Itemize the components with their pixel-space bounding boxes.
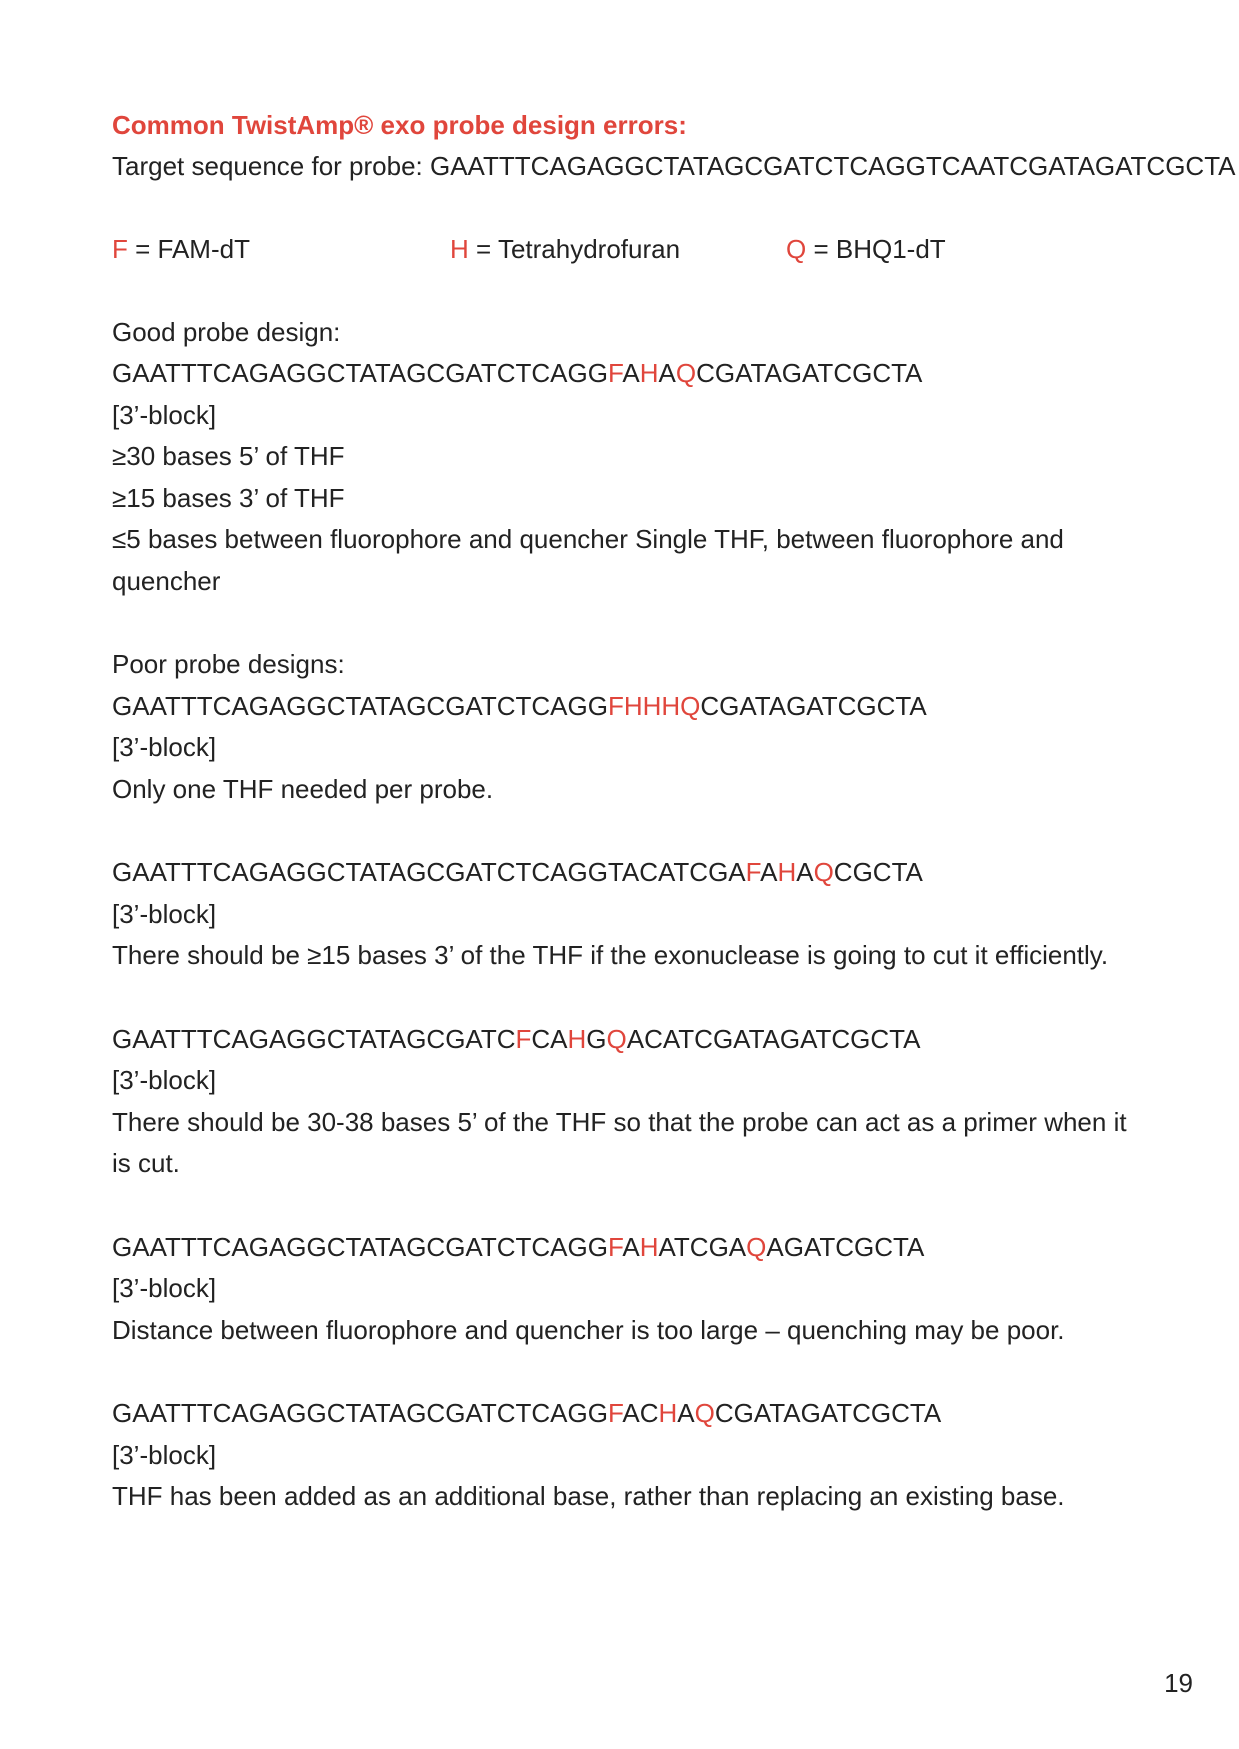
rule-5prime: ≥30 bases 5’ of THF [112, 441, 345, 471]
poor-example-sequence [112, 1019, 1142, 1061]
block-label: [3’-block] [112, 1273, 217, 1303]
sequence-segment: A [658, 358, 676, 388]
sequence-segment: ATCGA [658, 1231, 747, 1262]
good-design-sequence [112, 353, 1142, 395]
sequence-segment: CGATAGATCGCTA [714, 1398, 942, 1428]
legend-text: = BHQ1-dT [806, 233, 946, 264]
document-page [112, 100, 1236, 1518]
block-label: [3’-block] [112, 898, 217, 929]
sequence-segment: A [622, 1231, 640, 1262]
modified-base: F [607, 1398, 623, 1428]
sequence-segment: A [760, 857, 778, 887]
sequence-segment: A [677, 1398, 695, 1428]
poor-example-note: THF has been added as an additional base, rather than replacing an existing base. [112, 1481, 1065, 1511]
poor-example-sequence [112, 1393, 1142, 1435]
target-sequence-line: Target sequence for probe: GAATTTCAGAGGCTATAGCGATCTCAGGTCAATCGATAGATCGCTA [112, 151, 1236, 181]
block-label: [3’-block] [112, 732, 217, 762]
modified-base: H [777, 857, 797, 887]
legend-item-fam [112, 228, 250, 270]
poor-example [112, 1227, 1142, 1352]
sequence-segment: AGATCGCTA [766, 1231, 925, 1262]
sequence-segment: A [796, 857, 814, 887]
block-label: [3’-block] [112, 399, 217, 430]
modified-base: Q [813, 857, 834, 887]
rule-3prime: ≥15 bases 3’ of THF [112, 482, 345, 513]
sequence-segment: GAATTTCAGAGGCTATAGCGATC [112, 1023, 516, 1054]
legend [112, 228, 1142, 270]
rule-spacing: ≤5 bases between fluorophore and quencher Single THF, between fluorophore and quencher [112, 524, 1064, 596]
sequence-segment: ACATCGATAGATCGCTA [626, 1023, 921, 1054]
sequence-segment: GAATTTCAGAGGCTATAGCGATCTCAGGTACATCGA [112, 857, 746, 887]
sequence-segment: AC [622, 1398, 659, 1428]
sequence-segment: CGATAGATCGCTA [700, 690, 927, 721]
legend-item-bhq1 [786, 228, 946, 270]
legend-text: = FAM-dT [127, 233, 250, 264]
good-design-section [112, 312, 1142, 603]
poor-example-note: There should be ≥15 bases 3’ of the THF if the exonuclease is going to cut it efficiently. [112, 940, 1109, 970]
block-label: [3’-block] [112, 1065, 217, 1095]
sequence-segment: GAATTTCAGAGGCTATAGCGATCTCAGG [112, 358, 608, 388]
modified-base: H [639, 358, 659, 388]
legend-item-thf [450, 228, 680, 270]
poor-example-sequence [112, 686, 1142, 728]
legend-symbol: Q [786, 233, 807, 264]
sequence-segment: A [622, 358, 640, 388]
legend-symbol: F [112, 233, 128, 264]
sequence-segment: GAATTTCAGAGGCTATAGCGATCTCAGG [112, 1398, 608, 1428]
modified-base: F [607, 1231, 623, 1262]
modified-base: H [658, 1398, 678, 1428]
legend-text: = Tetrahydrofuran [468, 233, 681, 264]
poor-design-heading: Poor probe designs: [112, 649, 345, 679]
poor-example-sequence [112, 852, 1142, 894]
poor-example-sequence [112, 1227, 1142, 1269]
modified-base: H [639, 1231, 659, 1262]
modified-base: Q [606, 1023, 627, 1054]
modified-base: F [515, 1023, 532, 1054]
poor-example [112, 852, 1142, 977]
section-title: Common TwistAmp® exo probe design errors: [112, 110, 687, 140]
poor-example-note: There should be 30-38 bases 5’ of the THF so that the probe can act as a primer when it is cut. [112, 1106, 1127, 1178]
legend-symbol: H [450, 233, 469, 264]
good-design-heading: Good probe design: [112, 316, 341, 347]
poor-example [112, 686, 1142, 811]
modified-base: Q [694, 1398, 715, 1428]
poor-example [112, 1019, 1142, 1185]
modified-base: Q [675, 358, 697, 388]
poor-example [112, 1393, 1142, 1518]
page-number: 19 [1164, 1668, 1193, 1698]
sequence-segment: CGCTA [833, 857, 923, 887]
modified-base: FHHHQ [607, 690, 701, 721]
modified-base: H [567, 1023, 587, 1054]
block-label: [3’-block] [112, 1439, 217, 1470]
modified-base: Q [746, 1231, 767, 1262]
modified-base: F [607, 358, 623, 388]
sequence-segment: G [586, 1023, 607, 1054]
sequence-segment: GAATTTCAGAGGCTATAGCGATCTCAGG [112, 690, 608, 721]
sequence-segment: CGATAGATCGCTA [696, 358, 923, 388]
poor-design-section [112, 644, 1142, 1518]
modified-base: F [745, 857, 761, 887]
poor-example-note: Distance between fluorophore and quencher is too large – quenching may be poor. [112, 1314, 1065, 1345]
sequence-segment: CA [531, 1023, 568, 1054]
sequence-segment: GAATTTCAGAGGCTATAGCGATCTCAGG [112, 1231, 608, 1262]
poor-example-note: Only one THF needed per probe. [112, 773, 494, 804]
